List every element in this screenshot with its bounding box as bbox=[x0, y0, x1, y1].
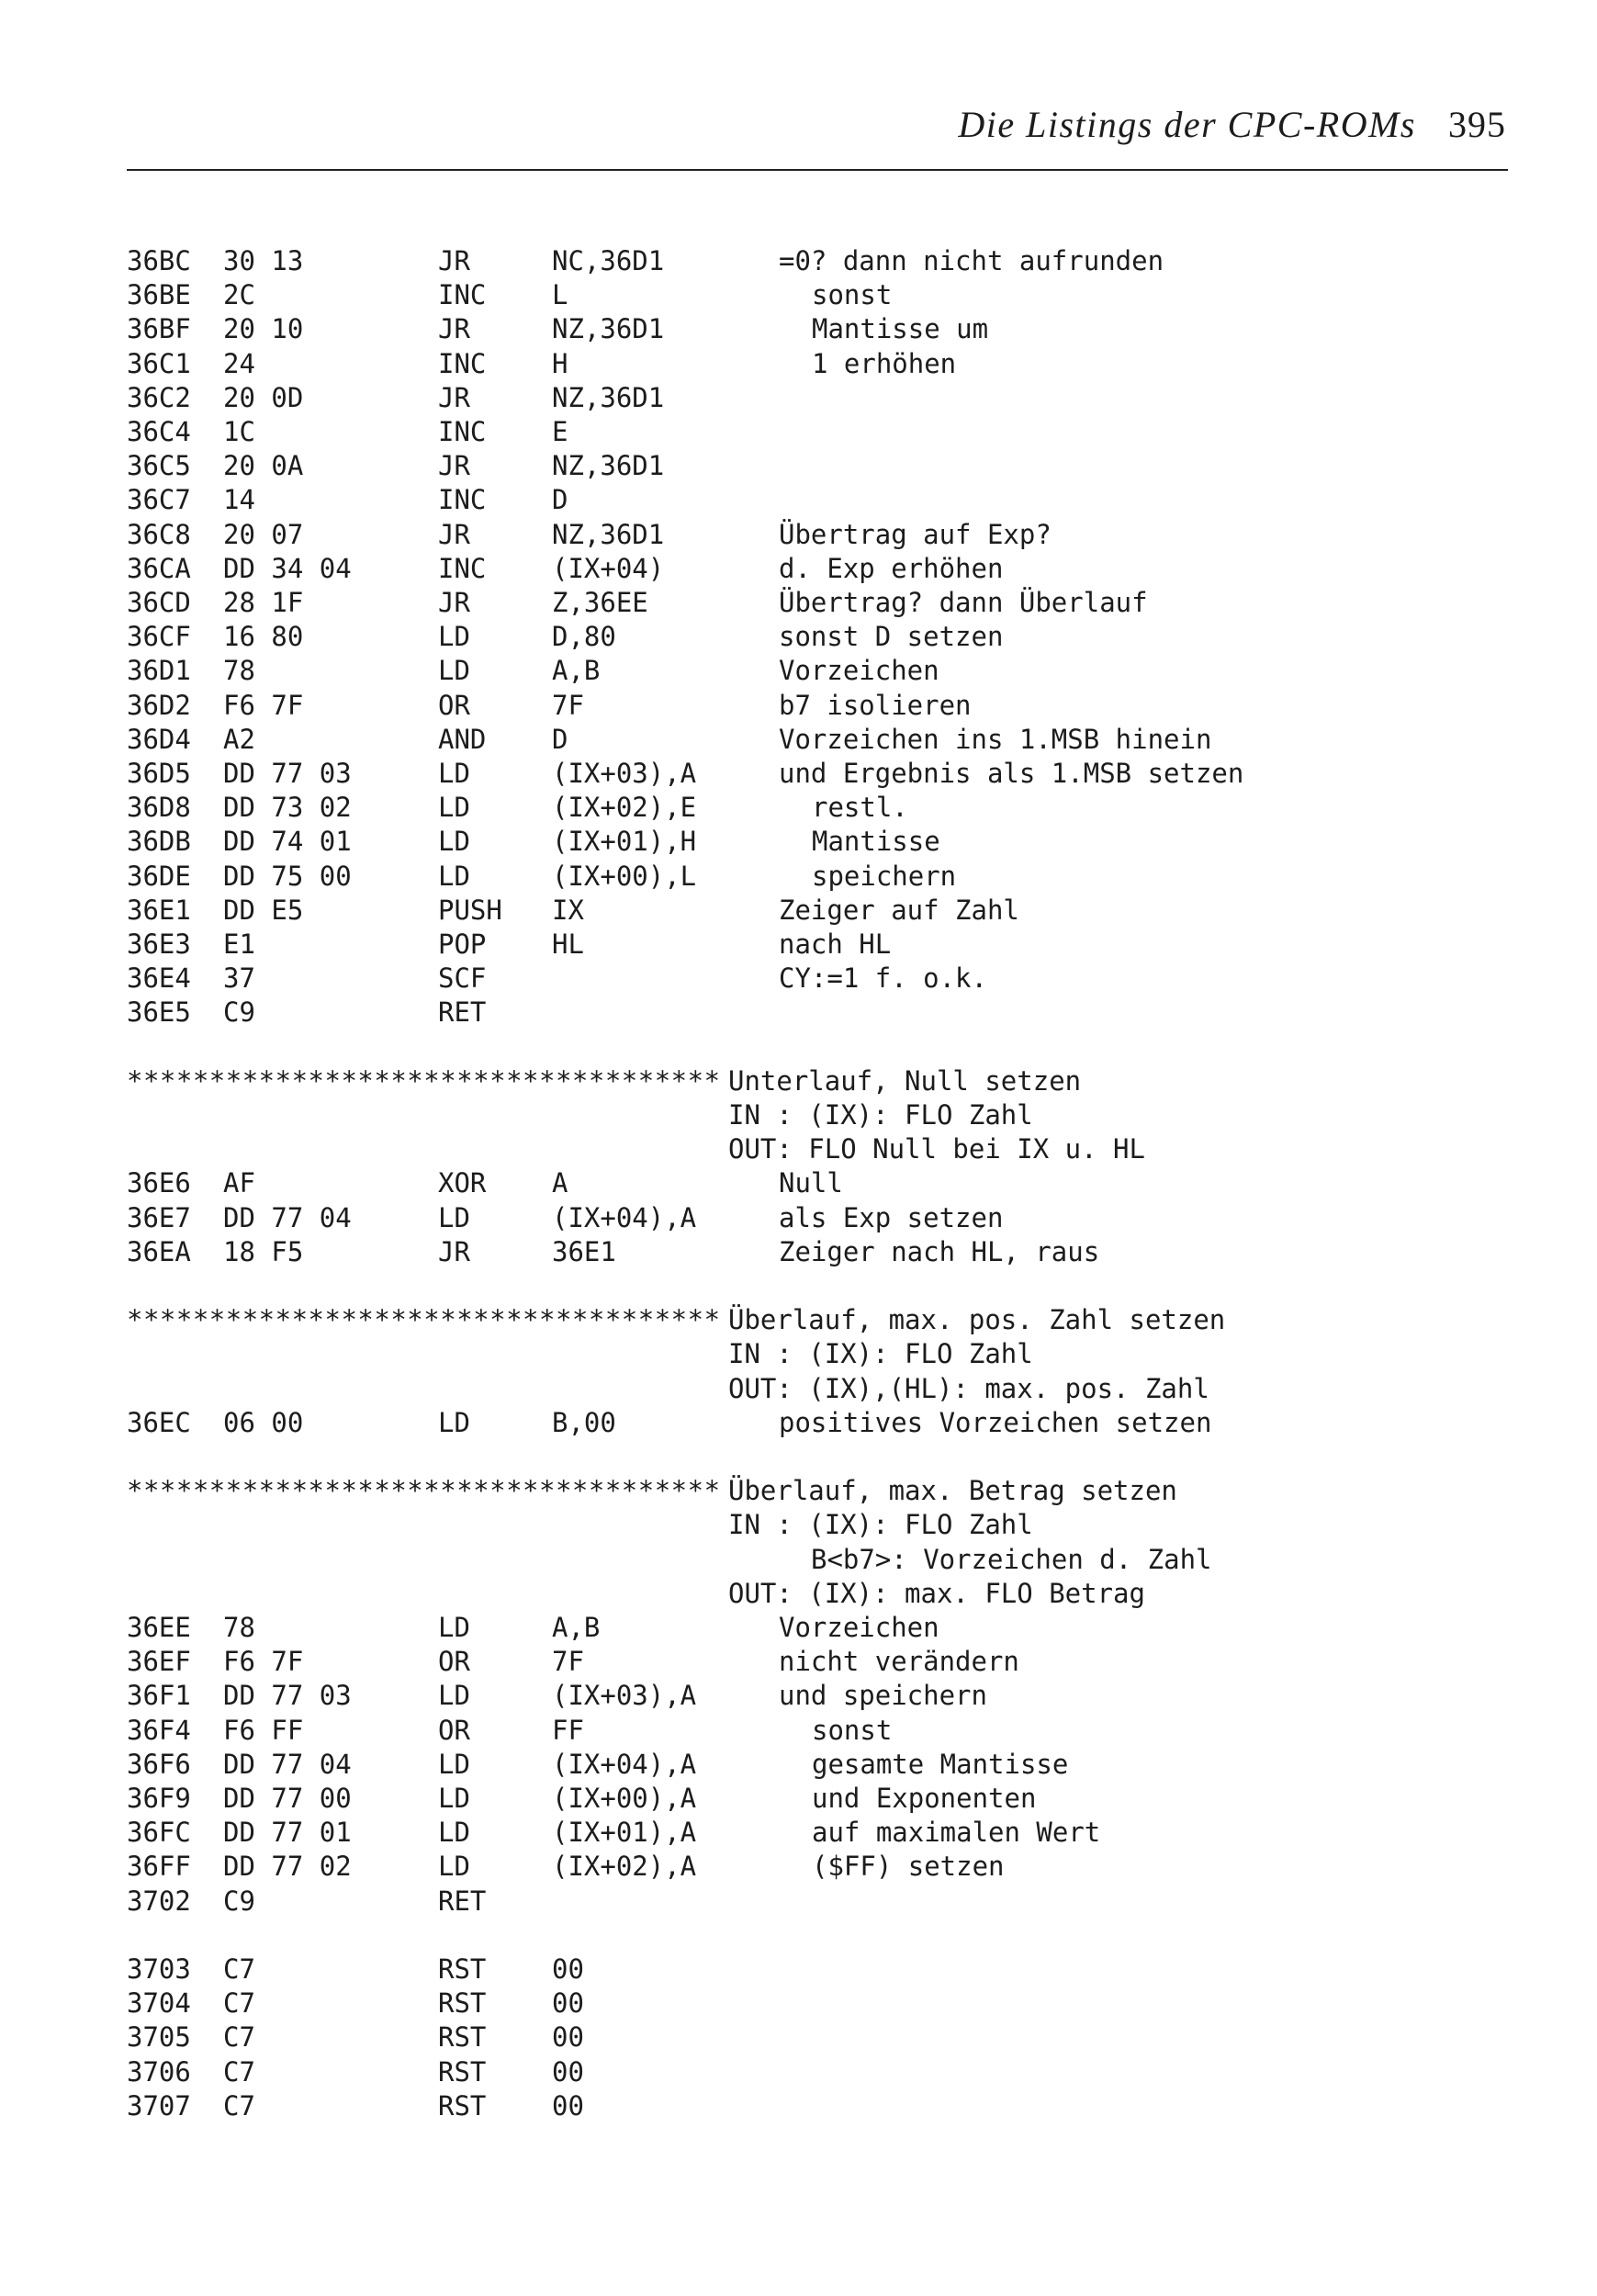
mnemonic: LD bbox=[438, 826, 470, 858]
opcode-bytes: 20 10 bbox=[223, 313, 304, 345]
code-line bbox=[0, 689, 1597, 723]
section-note-line bbox=[0, 1337, 1597, 1371]
operand: (IX+04),A bbox=[552, 1201, 697, 1233]
operand: (IX+00),L bbox=[552, 860, 697, 892]
code-line bbox=[0, 278, 1597, 312]
opcode-bytes: F6 FF bbox=[223, 1714, 304, 1746]
operand: (IX+02),E bbox=[552, 792, 697, 824]
code-line bbox=[0, 654, 1597, 688]
section-note: OUT: FLO Null bei IX u. HL bbox=[728, 1133, 1145, 1165]
operand: (IX+03),A bbox=[552, 1680, 697, 1712]
comment: Mantisse um bbox=[812, 313, 989, 345]
comment: und Ergebnis als 1.MSB setzen bbox=[779, 758, 1244, 789]
operand: D,80 bbox=[552, 621, 616, 653]
opcode-bytes: 06 00 bbox=[223, 1406, 304, 1438]
mnemonic: RST bbox=[438, 1987, 487, 2020]
address: 36CF bbox=[127, 621, 191, 653]
opcode-bytes: DD 34 04 bbox=[223, 552, 352, 584]
opcode-bytes: DD 77 00 bbox=[223, 1783, 352, 1814]
address: 36F6 bbox=[127, 1748, 191, 1780]
address: 36DB bbox=[127, 826, 191, 858]
section-note-line bbox=[0, 1132, 1597, 1166]
comment: gesamte Mantisse bbox=[812, 1748, 1069, 1780]
code-line bbox=[0, 962, 1597, 996]
address: 36FF bbox=[127, 1851, 191, 1883]
comment: d. Exp erhöhen bbox=[779, 552, 1004, 584]
mnemonic: JR bbox=[438, 518, 470, 550]
code-line bbox=[0, 347, 1597, 381]
address: 36E7 bbox=[127, 1201, 191, 1233]
opcode-bytes: E1 bbox=[223, 929, 255, 960]
address: 36BF bbox=[127, 313, 191, 345]
mnemonic: OR bbox=[438, 1646, 470, 1678]
opcode-bytes: 16 80 bbox=[223, 621, 304, 653]
operand: 7F bbox=[552, 689, 584, 721]
opcode-bytes: 2C bbox=[223, 279, 255, 311]
mnemonic: SCF bbox=[438, 962, 487, 995]
address: 36C2 bbox=[127, 381, 191, 413]
mnemonic: LD bbox=[438, 1748, 470, 1780]
operand: (IX+01),H bbox=[552, 826, 697, 858]
address: 36D5 bbox=[127, 758, 191, 789]
mnemonic: INC bbox=[438, 347, 487, 379]
mnemonic: INC bbox=[438, 279, 487, 311]
mnemonic: LD bbox=[438, 1612, 470, 1643]
comment: Übertrag? dann Überlauf bbox=[779, 587, 1148, 618]
section-separator-stars: ************************************ bbox=[127, 1064, 721, 1097]
section-note: OUT: (IX),(HL): max. pos. Zahl bbox=[728, 1372, 1209, 1404]
blank-line bbox=[0, 1440, 1597, 1474]
comment: sonst bbox=[812, 279, 893, 311]
code-line bbox=[0, 1235, 1597, 1269]
opcode-bytes: 20 0D bbox=[223, 381, 304, 413]
code-line bbox=[0, 2089, 1597, 2123]
code-line bbox=[0, 2020, 1597, 2054]
mnemonic: RST bbox=[438, 2021, 487, 2054]
address: 36E5 bbox=[127, 996, 191, 1029]
mnemonic: JR bbox=[438, 381, 470, 413]
mnemonic: LD bbox=[438, 1406, 470, 1438]
mnemonic: JR bbox=[438, 587, 470, 618]
opcode-bytes: DD 77 01 bbox=[223, 1817, 352, 1849]
section-note-line bbox=[0, 1372, 1597, 1406]
opcode-bytes: 20 07 bbox=[223, 518, 304, 550]
mnemonic: OR bbox=[438, 1714, 470, 1746]
code-line bbox=[0, 996, 1597, 1030]
code-line bbox=[0, 1850, 1597, 1884]
opcode-bytes: A2 bbox=[223, 723, 255, 755]
code-line bbox=[0, 894, 1597, 928]
address: 36C1 bbox=[127, 347, 191, 379]
section-title: Unterlauf, Null setzen bbox=[728, 1064, 1082, 1097]
code-line bbox=[0, 791, 1597, 825]
opcode-bytes: F6 7F bbox=[223, 1646, 304, 1678]
opcode-bytes: DD 74 01 bbox=[223, 826, 352, 858]
comment: Zeiger auf Zahl bbox=[779, 894, 1019, 926]
mnemonic: LD bbox=[438, 758, 470, 789]
mnemonic: JR bbox=[438, 245, 470, 276]
opcode-bytes: C9 bbox=[223, 1885, 255, 1917]
operand: (IX+04),A bbox=[552, 1748, 697, 1780]
address: 36D1 bbox=[127, 655, 191, 687]
opcode-bytes: DD 77 03 bbox=[223, 1680, 352, 1712]
code-line bbox=[0, 1611, 1597, 1645]
mnemonic: JR bbox=[438, 450, 470, 482]
comment: nicht verändern bbox=[779, 1646, 1019, 1678]
address: 36C4 bbox=[127, 416, 191, 447]
code-line bbox=[0, 381, 1597, 415]
operand: NC,36D1 bbox=[552, 245, 665, 276]
code-line bbox=[0, 449, 1597, 483]
operand: 00 bbox=[552, 1987, 584, 2020]
code-line bbox=[0, 1645, 1597, 1679]
mnemonic: RET bbox=[438, 996, 487, 1029]
mnemonic: XOR bbox=[438, 1167, 487, 1199]
opcode-bytes: 1C bbox=[223, 416, 255, 447]
section-note: B<b7>: Vorzeichen d. Zahl bbox=[811, 1543, 1212, 1575]
address: 3704 bbox=[127, 1987, 191, 2020]
comment: Zeiger nach HL, raus bbox=[779, 1235, 1100, 1267]
section-title: Überlauf, max. pos. Zahl setzen bbox=[728, 1304, 1226, 1336]
mnemonic: LD bbox=[438, 1851, 470, 1883]
code-line bbox=[0, 1748, 1597, 1782]
address: 36E3 bbox=[127, 929, 191, 960]
code-line bbox=[0, 312, 1597, 346]
code-line bbox=[0, 586, 1597, 620]
opcode-bytes: 28 1F bbox=[223, 587, 304, 618]
running-head-title: Die Listings der CPC-ROMs bbox=[958, 104, 1416, 145]
address: 36F9 bbox=[127, 1783, 191, 1814]
mnemonic: LD bbox=[438, 1680, 470, 1712]
code-line bbox=[0, 1714, 1597, 1748]
mnemonic: JR bbox=[438, 313, 470, 345]
code-line bbox=[0, 825, 1597, 859]
mnemonic: PUSH bbox=[438, 894, 502, 926]
opcode-bytes: C9 bbox=[223, 996, 255, 1029]
code-line bbox=[0, 860, 1597, 894]
operand: NZ,36D1 bbox=[552, 518, 665, 550]
comment: positives Vorzeichen setzen bbox=[779, 1406, 1212, 1438]
operand: B,00 bbox=[552, 1406, 616, 1438]
address: 36BC bbox=[127, 245, 191, 276]
section-note: IN : (IX): FLO Zahl bbox=[728, 1509, 1033, 1541]
address: 3703 bbox=[127, 1953, 191, 1985]
code-line bbox=[0, 415, 1597, 449]
mnemonic: RST bbox=[438, 1953, 487, 1985]
opcode-bytes: DD 73 02 bbox=[223, 792, 352, 824]
code-line bbox=[0, 483, 1597, 517]
section-note-line bbox=[0, 1577, 1597, 1611]
operand: (IX+04) bbox=[552, 552, 665, 584]
mnemonic: INC bbox=[438, 484, 487, 516]
address: 36BE bbox=[127, 279, 191, 311]
opcode-bytes: 78 bbox=[223, 655, 255, 687]
address: 36EC bbox=[127, 1406, 191, 1438]
operand: A bbox=[552, 1167, 568, 1199]
comment: als Exp setzen bbox=[779, 1201, 1004, 1233]
address: 3707 bbox=[127, 2089, 191, 2122]
comment: speichern bbox=[812, 860, 957, 892]
mnemonic: OR bbox=[438, 689, 470, 721]
section-note-line bbox=[0, 1543, 1597, 1577]
opcode-bytes: 18 F5 bbox=[223, 1235, 304, 1267]
opcode-bytes: DD 77 02 bbox=[223, 1851, 352, 1883]
code-line bbox=[0, 518, 1597, 552]
operand: FF bbox=[552, 1714, 584, 1746]
section-note: OUT: (IX): max. FLO Betrag bbox=[728, 1577, 1145, 1609]
address: 36C7 bbox=[127, 484, 191, 516]
section-separator-stars: ************************************ bbox=[127, 1304, 721, 1336]
opcode-bytes: C7 bbox=[223, 2021, 255, 2054]
section-header-line bbox=[0, 1064, 1597, 1098]
opcode-bytes: C7 bbox=[223, 2055, 255, 2088]
operand: NZ,36D1 bbox=[552, 313, 665, 345]
comment: ($FF) setzen bbox=[812, 1851, 1005, 1883]
mnemonic: INC bbox=[438, 552, 487, 584]
comment: auf maximalen Wert bbox=[812, 1817, 1101, 1849]
code-line bbox=[0, 1406, 1597, 1440]
operand: (IX+02),A bbox=[552, 1851, 697, 1883]
code-line bbox=[0, 1816, 1597, 1850]
opcode-bytes: DD E5 bbox=[223, 894, 304, 926]
comment: =0? dann nicht aufrunden bbox=[779, 245, 1164, 276]
comment: CY:=1 f. o.k. bbox=[779, 962, 987, 995]
opcode-bytes: AF bbox=[223, 1167, 255, 1199]
comment: sonst bbox=[812, 1714, 893, 1746]
address: 36F4 bbox=[127, 1714, 191, 1746]
operand: 36E1 bbox=[552, 1235, 616, 1267]
mnemonic: LD bbox=[438, 1201, 470, 1233]
operand: (IX+01),A bbox=[552, 1817, 697, 1849]
mnemonic: LD bbox=[438, 792, 470, 824]
address: 36DE bbox=[127, 860, 191, 892]
operand: IX bbox=[552, 894, 584, 926]
mnemonic: RET bbox=[438, 1885, 487, 1917]
code-line bbox=[0, 2055, 1597, 2089]
opcode-bytes: DD 77 03 bbox=[223, 758, 352, 789]
code-line bbox=[0, 620, 1597, 654]
opcode-bytes: C7 bbox=[223, 2089, 255, 2122]
comment: Vorzeichen ins 1.MSB hinein bbox=[779, 723, 1212, 755]
operand: E bbox=[552, 416, 568, 447]
operand: 00 bbox=[552, 2021, 584, 2054]
blank-line bbox=[0, 1919, 1597, 1953]
code-line bbox=[0, 1782, 1597, 1816]
mnemonic: INC bbox=[438, 416, 487, 447]
code-line bbox=[0, 552, 1597, 586]
address: 3706 bbox=[127, 2055, 191, 2088]
comment: nach HL bbox=[779, 929, 892, 960]
opcode-bytes: 78 bbox=[223, 1612, 255, 1643]
operand: 7F bbox=[552, 1646, 584, 1678]
mnemonic: LD bbox=[438, 860, 470, 892]
opcode-bytes: C7 bbox=[223, 1987, 255, 2020]
page-number: 395 bbox=[1448, 104, 1506, 145]
operand: A,B bbox=[552, 1612, 601, 1643]
operand: H bbox=[552, 347, 568, 379]
operand: NZ,36D1 bbox=[552, 381, 665, 413]
comment: und speichern bbox=[779, 1680, 987, 1712]
address: 36E6 bbox=[127, 1167, 191, 1199]
mnemonic: LD bbox=[438, 1783, 470, 1814]
code-line bbox=[0, 1885, 1597, 1919]
code-line bbox=[0, 928, 1597, 962]
operand: Z,36EE bbox=[552, 587, 648, 618]
section-note-line bbox=[0, 1508, 1597, 1542]
mnemonic: JR bbox=[438, 1235, 470, 1267]
opcode-bytes: 20 0A bbox=[223, 450, 304, 482]
address: 36D4 bbox=[127, 723, 191, 755]
opcode-bytes: DD 75 00 bbox=[223, 860, 352, 892]
section-header-line bbox=[0, 1303, 1597, 1337]
comment: Mantisse bbox=[812, 826, 940, 858]
opcode-bytes: 14 bbox=[223, 484, 255, 516]
opcode-bytes: 24 bbox=[223, 347, 255, 379]
comment: Übertrag auf Exp? bbox=[779, 518, 1052, 550]
code-line bbox=[0, 1679, 1597, 1713]
section-note: IN : (IX): FLO Zahl bbox=[728, 1338, 1033, 1370]
address: 36EA bbox=[127, 1235, 191, 1267]
opcode-bytes: 37 bbox=[223, 962, 255, 995]
comment: b7 isolieren bbox=[779, 689, 972, 721]
address: 3702 bbox=[127, 1885, 191, 1917]
mnemonic: LD bbox=[438, 655, 470, 687]
opcode-bytes: DD 77 04 bbox=[223, 1201, 352, 1233]
address: 36D2 bbox=[127, 689, 191, 721]
code-line bbox=[0, 1986, 1597, 2020]
code-line bbox=[0, 244, 1597, 278]
mnemonic: RST bbox=[438, 2055, 487, 2088]
code-line bbox=[0, 1166, 1597, 1200]
code-line bbox=[0, 1953, 1597, 1986]
address: 36EF bbox=[127, 1646, 191, 1678]
operand: D bbox=[552, 723, 568, 755]
mnemonic: POP bbox=[438, 929, 487, 960]
operand: D bbox=[552, 484, 568, 516]
section-separator-stars: ************************************ bbox=[127, 1475, 721, 1507]
opcode-bytes: C7 bbox=[223, 1953, 255, 1985]
address: 36EE bbox=[127, 1612, 191, 1643]
section-title: Überlauf, max. Betrag setzen bbox=[728, 1475, 1177, 1507]
comment: Vorzeichen bbox=[779, 1612, 939, 1643]
address: 36F1 bbox=[127, 1680, 191, 1712]
mnemonic: AND bbox=[438, 723, 487, 755]
mnemonic: LD bbox=[438, 621, 470, 653]
address: 36D8 bbox=[127, 792, 191, 824]
operand: (IX+03),A bbox=[552, 758, 697, 789]
comment: restl. bbox=[812, 792, 908, 824]
operand: 00 bbox=[552, 1953, 584, 1985]
code-line bbox=[0, 1201, 1597, 1235]
mnemonic: RST bbox=[438, 2089, 487, 2122]
opcode-bytes: DD 77 04 bbox=[223, 1748, 352, 1780]
opcode-bytes: 30 13 bbox=[223, 245, 304, 276]
blank-line bbox=[0, 1269, 1597, 1303]
operand: HL bbox=[552, 929, 584, 960]
mnemonic: LD bbox=[438, 1817, 470, 1849]
section-header-line bbox=[0, 1474, 1597, 1508]
operand: 00 bbox=[552, 2089, 584, 2122]
code-line bbox=[0, 723, 1597, 757]
address: 36E1 bbox=[127, 894, 191, 926]
address: 36CD bbox=[127, 587, 191, 618]
comment: Vorzeichen bbox=[779, 655, 939, 687]
operand: A,B bbox=[552, 655, 601, 687]
comment: 1 erhöhen bbox=[812, 347, 957, 379]
comment: Null bbox=[779, 1167, 843, 1199]
section-note-line bbox=[0, 1098, 1597, 1132]
address: 36C5 bbox=[127, 450, 191, 482]
operand: (IX+00),A bbox=[552, 1783, 697, 1814]
address: 36E4 bbox=[127, 962, 191, 995]
address: 36FC bbox=[127, 1817, 191, 1849]
blank-line bbox=[0, 1030, 1597, 1064]
address: 36C8 bbox=[127, 518, 191, 550]
operand: NZ,36D1 bbox=[552, 450, 665, 482]
address: 36CA bbox=[127, 552, 191, 584]
section-note: IN : (IX): FLO Zahl bbox=[728, 1099, 1033, 1131]
opcode-bytes: F6 7F bbox=[223, 689, 304, 721]
operand: L bbox=[552, 279, 568, 311]
code-line bbox=[0, 757, 1597, 791]
operand: 00 bbox=[552, 2055, 584, 2088]
address: 3705 bbox=[127, 2021, 191, 2054]
comment: und Exponenten bbox=[812, 1783, 1037, 1814]
comment: sonst D setzen bbox=[779, 621, 1004, 653]
